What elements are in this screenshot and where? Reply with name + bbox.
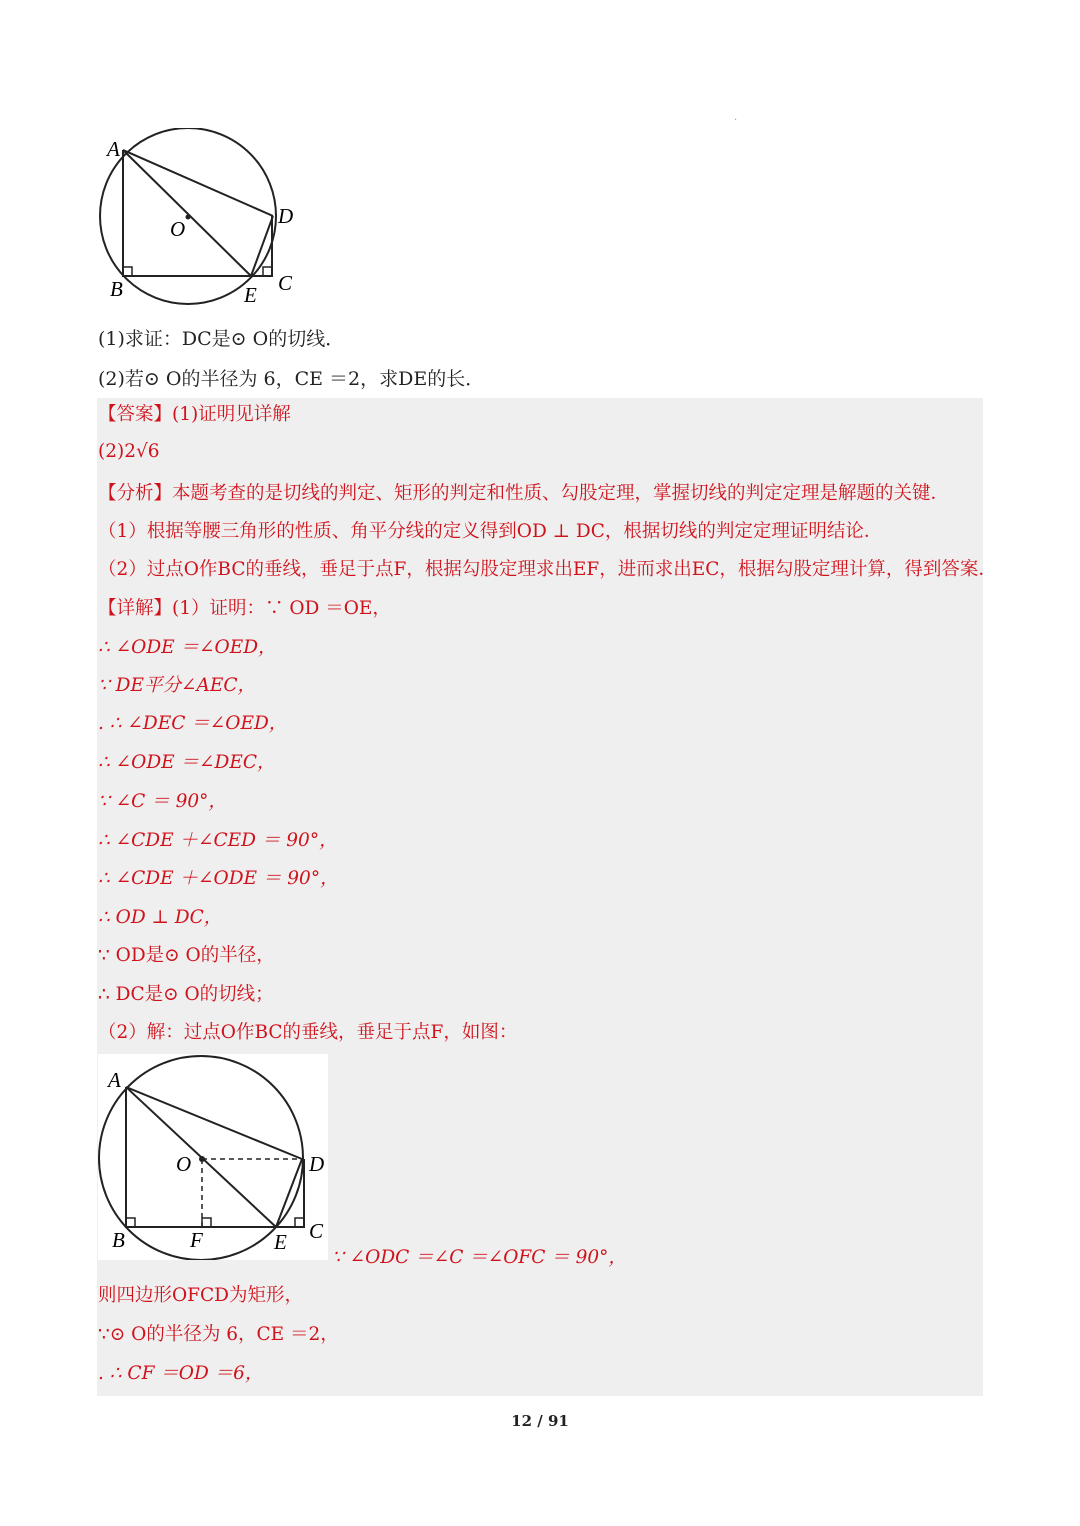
proof-line: ∴ ∠CDE ＋∠ODE ＝ 90°， [98,868,339,889]
line-ab-bc [123,150,272,276]
analysis-heading: 【分析】本题考查的是切线的判定、矩形的判定和性质、勾股定理，掌握切线的判定定理是解题的关键． [98,483,950,504]
stray-dot: . [734,112,738,123]
geometry-figure-1 [96,128,308,310]
proof-conclusion: ∴ DC是⊙ O的切线； [98,984,274,1005]
proof-line: . ∴ ∠DEC ＝∠OED， [98,713,288,734]
proof-line: ∴ ∠ODE ＝∠DEC， [98,752,276,773]
right-angle-c [263,267,272,276]
label-f: F [190,1228,203,1252]
label-b: B [110,277,123,301]
proof-line: ∵ ∠C ＝ 90°， [98,791,227,812]
solution-part-2-intro: （2）解：过点O作BC的垂线，垂足于点F，如图： [98,1022,518,1043]
proof-line: ∴ OD ⊥ DC， [98,907,223,928]
line-ab-bc [126,1087,304,1227]
page-number: 12 / 91 [511,1412,569,1430]
right-angle-b [123,267,132,276]
label-c: C [278,271,293,295]
detail-heading: 【详解】(1）证明：∵ OD ＝OE， [98,598,391,619]
question-1: (1)求证：DC是⊙ O的切线． [98,328,345,350]
label-d: D [278,204,294,228]
proof-line: ∴ ∠ODE ＝∠OED， [98,637,277,658]
proof-line: ∵⊙ O的半径为 6，CE ＝2， [98,1324,339,1345]
label-b: B [112,1228,125,1252]
label-c: C [309,1219,324,1243]
label-o: O [176,1152,192,1176]
proof-line: ∵ OD是⊙ O的半径， [98,945,275,966]
right-angle-b [126,1218,135,1227]
proof-line: . ∴ CF ＝OD ＝6， [98,1363,264,1384]
label-e: E [244,283,257,307]
proof-line-after-figure: ∵ ∠ODC ＝∠C ＝∠OFC ＝ 90°， [332,1247,627,1268]
geometry-figure-2-panel [98,1054,328,1260]
label-o: O [170,217,186,241]
proof-line: ∴ ∠CDE ＋∠CED ＝ 90°， [98,830,338,851]
analysis-step-2: （2）过点O作BC的垂线，垂足于点F，根据勾股定理求出EF，进而求出EC，根据勾股定理计算，得到答案． [98,559,997,580]
right-angle-f [202,1218,211,1227]
question-2: (2)若⊙ O的半径为 6，CE ＝2，求DE的长． [98,368,485,390]
center-point [199,1156,205,1162]
center-point [186,215,191,220]
geometry-figure-2 [98,1054,328,1260]
proof-line: ∵ DE平分∠AEC， [98,675,257,696]
line-ad [123,150,273,216]
label-a: A [107,137,120,161]
line-ad [126,1087,302,1159]
proof-line: 则四边形OFCD为矩形， [98,1285,303,1306]
answer-heading: 【答案】(1)证明见详解 [98,404,291,425]
label-e: E [274,1230,287,1254]
label-a: A [108,1068,121,1092]
label-d: D [309,1152,325,1176]
analysis-step-1: （1）根据等腰三角形的性质、角平分线的定义得到OD ⊥ DC，根据切线的判定定理证明结论． [98,521,883,542]
right-angle-c [295,1218,304,1227]
answer-part-2: (2)2√6 [98,441,160,462]
line-de [276,1159,302,1227]
line-ae [123,150,251,276]
